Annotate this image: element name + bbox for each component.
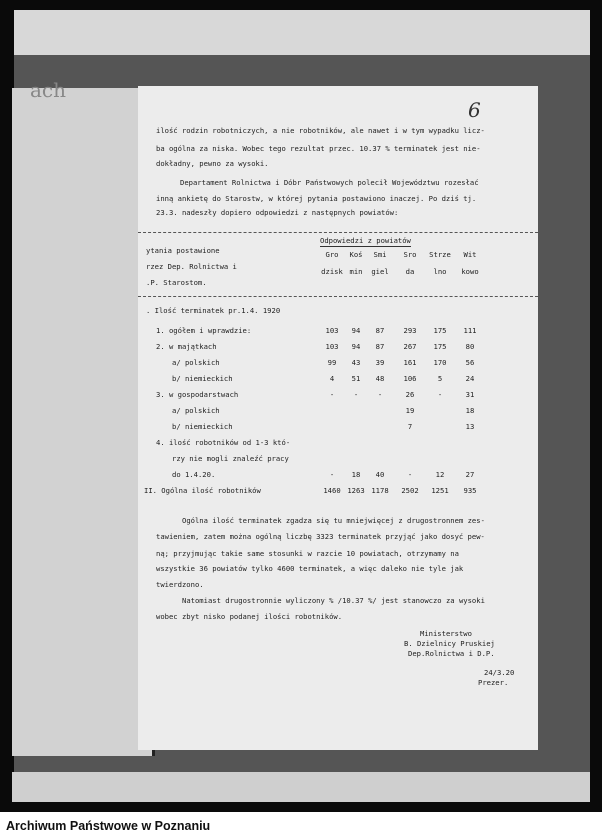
table-cell: 106 <box>403 374 417 383</box>
table-cell: 51 <box>351 374 361 383</box>
table-cell: 87 <box>375 342 385 351</box>
author-note: Prezer. <box>478 678 509 687</box>
column-header: dzisk <box>321 267 343 276</box>
row-label: b/ niemieckich <box>172 422 233 431</box>
table-cell: 87 <box>375 326 385 335</box>
closing-line: tawieniem, zatem można ogólną liczbę 3323 terminatek przyjąć jako dosyć pew- <box>156 532 485 541</box>
question-header: .P. Starostom. <box>146 278 207 287</box>
date-note: 24/3.20 <box>484 668 515 677</box>
column-header: kowo <box>461 267 479 276</box>
row-label: 1. ogółem i wprawdzie: <box>156 326 252 335</box>
table-cell: 18 <box>351 470 361 479</box>
table-cell: 170 <box>433 358 447 367</box>
column-header: lno <box>433 267 447 276</box>
column-header: Koś <box>349 250 363 259</box>
row-label: a/ polskich <box>172 358 220 367</box>
document-page <box>138 86 538 750</box>
intro-line: ba ogólna za niska. Wobec tego rezultat przec. 10.37 % terminatek jest nie- <box>156 144 481 153</box>
table-cell: 39 <box>375 358 385 367</box>
row-label: 2. w majątkach <box>156 342 217 351</box>
table-cell: 293 <box>403 326 417 335</box>
table-cell: 13 <box>465 422 475 431</box>
column-header: Wit <box>463 250 477 259</box>
table-cell: 12 <box>435 470 445 479</box>
intro-line: dokładny, pewno za wysoki. <box>156 159 269 168</box>
question-header: ytania postawione <box>146 246 220 255</box>
divider <box>138 296 538 297</box>
intro-line: 23.3. nadeszły dopiero odpowiedzi z następnych powiatów: <box>156 208 399 217</box>
table-cell: 31 <box>465 390 475 399</box>
table-cell: 19 <box>405 406 415 415</box>
table-cell: - <box>329 470 335 479</box>
bottom-edge <box>12 772 590 802</box>
table-cell: 24 <box>465 374 475 383</box>
column-header: da <box>405 267 415 276</box>
signature-line: Ministerstwo <box>420 629 472 638</box>
handwritten-page-number: 6 <box>468 98 481 122</box>
table-cell: 935 <box>463 486 477 495</box>
table-cell: 5 <box>437 374 443 383</box>
table-cell: 48 <box>375 374 385 383</box>
row-label: a/ polskich <box>172 406 220 415</box>
column-header: Gro <box>325 250 339 259</box>
closing-line: twierdzono. <box>156 580 204 589</box>
table-cell: 94 <box>351 326 361 335</box>
column-header: Smi <box>373 250 387 259</box>
table-cell: 175 <box>433 342 447 351</box>
closing-line: Natomiast drugostronnie wyliczony % /10.37 %/ jest stanowczo za wysoki <box>182 596 485 605</box>
group-header: Odpowiedzi z powiatów <box>320 236 411 245</box>
table-cell: 103 <box>325 342 339 351</box>
row-label: b/ niemieckich <box>172 374 233 383</box>
top-edge <box>14 10 590 60</box>
divider <box>138 232 538 233</box>
intro-line: ilość rodzin robotniczych, a nie robotników, ale nawet i w tym wypadku licz- <box>156 126 485 135</box>
left-page <box>12 78 155 756</box>
row-label: II. Ogólna ilość robotników <box>144 486 261 495</box>
table-cell: 267 <box>403 342 417 351</box>
row-label: 4. ilość robotników od 1-3 któ- <box>156 438 291 447</box>
row-label: do 1.4.20. <box>172 470 216 479</box>
column-header: Strze <box>429 250 451 259</box>
table-cell: - <box>377 390 383 399</box>
row-label: . Ilość terminatek pr.1.4. 1920 <box>146 306 281 315</box>
table-cell: - <box>407 470 413 479</box>
table-cell: 103 <box>325 326 339 335</box>
archive-name: Archiwum Państwowe w Poznaniu <box>6 819 211 833</box>
table-cell: 27 <box>465 470 475 479</box>
table-cell: 56 <box>465 358 475 367</box>
table-cell: 26 <box>405 390 415 399</box>
table-cell: 2502 <box>401 486 419 495</box>
table-cell: 111 <box>463 326 477 335</box>
closing-line: wszystkie 36 powiatów tylko 4600 terminatek, a więc daleko nie tyle jak <box>156 564 464 573</box>
row-label: 3. w gospodarstwach <box>156 390 239 399</box>
column-header: Sro <box>403 250 417 259</box>
table-cell: 1178 <box>371 486 389 495</box>
closing-line: Ogólna ilość terminatek zgadza się tu mniejwięcej z drugostronnem zes- <box>182 516 485 525</box>
signature-line: Dep.Rolnictwa i D.P. <box>408 649 495 658</box>
table-cell: 99 <box>327 358 337 367</box>
table-cell: 1460 <box>323 486 341 495</box>
partial-word: ach <box>30 78 67 102</box>
closing-line: ną; przyjmując takie same stosunki w razcie 10 powiatach, otrzymamy na <box>156 549 459 558</box>
table-cell: 1263 <box>347 486 365 495</box>
table-cell: - <box>437 390 443 399</box>
table-cell: - <box>353 390 359 399</box>
table-cell: 161 <box>403 358 417 367</box>
table-cell: 4 <box>329 374 335 383</box>
question-header: rzez Dep. Rolnictwa i <box>146 262 237 271</box>
column-header: giel <box>371 267 389 276</box>
table-cell: 1251 <box>431 486 449 495</box>
table-cell: 80 <box>465 342 475 351</box>
column-header: min <box>349 267 363 276</box>
row-label: rzy nie mogli znaleźć pracy <box>172 454 289 463</box>
table-cell: 94 <box>351 342 361 351</box>
intro-line: Departament Rolnictwa i Dóbr Państwowych polecił Województwu rozesłać <box>180 178 479 187</box>
archive-footer <box>0 812 602 840</box>
table-cell: 175 <box>433 326 447 335</box>
table-cell: 43 <box>351 358 361 367</box>
table-cell: 40 <box>375 470 385 479</box>
table-cell: 7 <box>407 422 413 431</box>
intro-line: inną ankietę do Starostw, w której pytania postawiono inaczej. Po dziś tj. <box>156 194 477 203</box>
closing-line: wobec zbyt nisko podanej ilości robotników. <box>156 612 343 621</box>
table-cell: - <box>329 390 335 399</box>
signature-line: B. Dzielnicy Pruskiej <box>404 639 495 648</box>
table-cell: 18 <box>465 406 475 415</box>
